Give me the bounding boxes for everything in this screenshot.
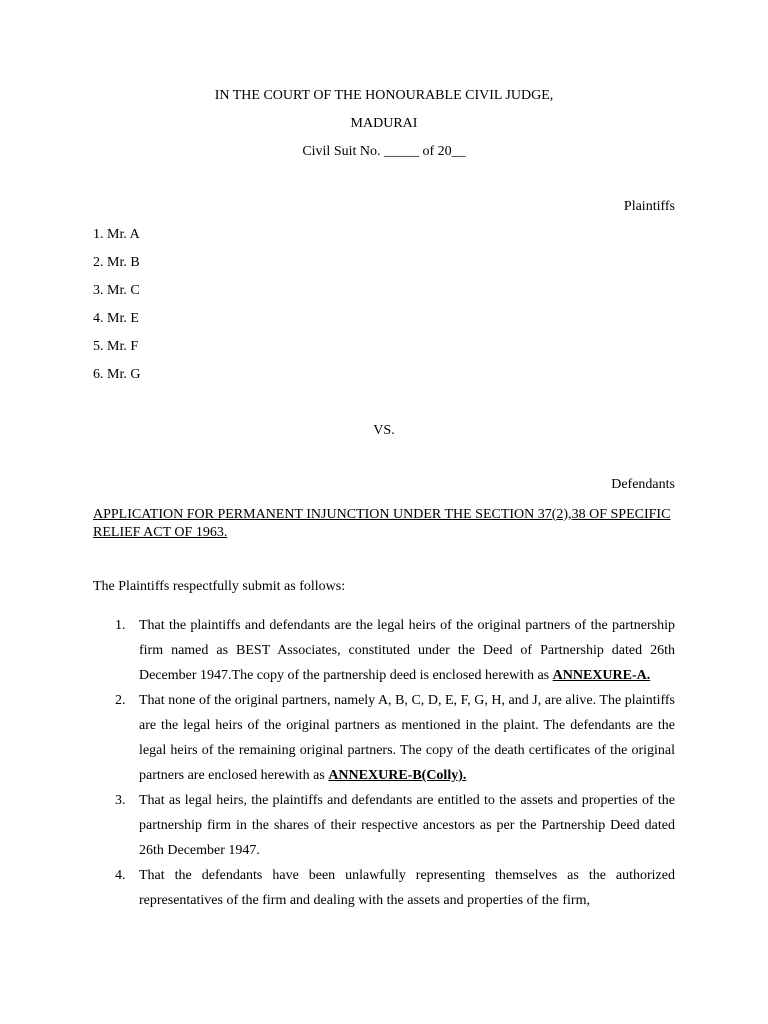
paragraph-text (139, 688, 675, 788)
paragraph-text (139, 863, 675, 913)
intro-statement: The Plaintiffs respectfully submit as follows: (93, 579, 346, 594)
annexure-reference: ANNEXURE-A. (552, 668, 651, 683)
paragraph-body: That the defendants have been unlawfully representing themselves as the authorized representatives of the firm and dealing with the assets and properties of the firm, (139, 868, 675, 908)
submission-paragraphs (93, 613, 675, 913)
court-title: IN THE COURT OF THE HONOURABLE CIVIL JUDGE, (214, 88, 554, 103)
paragraph-text (139, 613, 675, 688)
versus-label: VS. (373, 423, 395, 438)
plaintiffs-list (93, 227, 140, 395)
paragraph-number: 1. (115, 618, 126, 633)
paragraph-body: That as legal heirs, the plaintiffs and defendants are entitled to the assets and properties of the partnership firm in the shares of their respective ancestors as per the Partnership Deed dated 26th December 1947. (139, 793, 675, 858)
defendants-label: Defendants (611, 477, 675, 492)
plaintiff-item: 2. Mr. B (93, 255, 140, 270)
paragraph-item (93, 613, 675, 688)
paragraph-item (93, 788, 675, 863)
plaintiff-item: 1. Mr. A (93, 227, 140, 242)
paragraph-item (93, 863, 675, 913)
paragraph-item (93, 688, 675, 788)
annexure-reference: ANNEXURE-B(Colly). (328, 768, 467, 783)
application-title: APPLICATION FOR PERMANENT INJUNCTION UNDER THE SECTION 37(2),38 OF SPECIFIC RELIEF ACT OF 1963. (93, 507, 671, 540)
paragraph-number: 4. (115, 868, 126, 883)
paragraph-number: 3. (115, 793, 126, 808)
plaintiff-item: 6. Mr. G (93, 367, 141, 382)
paragraph-body: That none of the original partners, namely A, B, C, D, E, F, G, H, and J, are alive. The plaintiffs are the legal heirs of the original partners as mentioned in the plaint. The defendants are the legal heirs of the remaining original partners. The copy of the death certificates of the original partners are enclosed herewith as (139, 693, 675, 783)
court-city: MADURAI (350, 116, 418, 131)
plaintiff-item: 4. Mr. E (93, 311, 139, 326)
paragraph-number: 2. (115, 693, 126, 708)
paragraph-text (139, 788, 675, 863)
plaintiff-item: 5. Mr. F (93, 339, 139, 354)
paragraph-body: That the plaintiffs and defendants are the legal heirs of the original partners of the partnership firm named as BEST Associates, constituted under the Deed of Partnership dated 26th December 1947.The copy of the partnership deed is enclosed herewith as (139, 618, 675, 683)
civil-suit-number: Civil Suit No. _____ of 20__ (302, 144, 466, 159)
plaintiffs-label: Plaintiffs (623, 199, 675, 214)
plaintiff-item: 3. Mr. C (93, 283, 140, 298)
